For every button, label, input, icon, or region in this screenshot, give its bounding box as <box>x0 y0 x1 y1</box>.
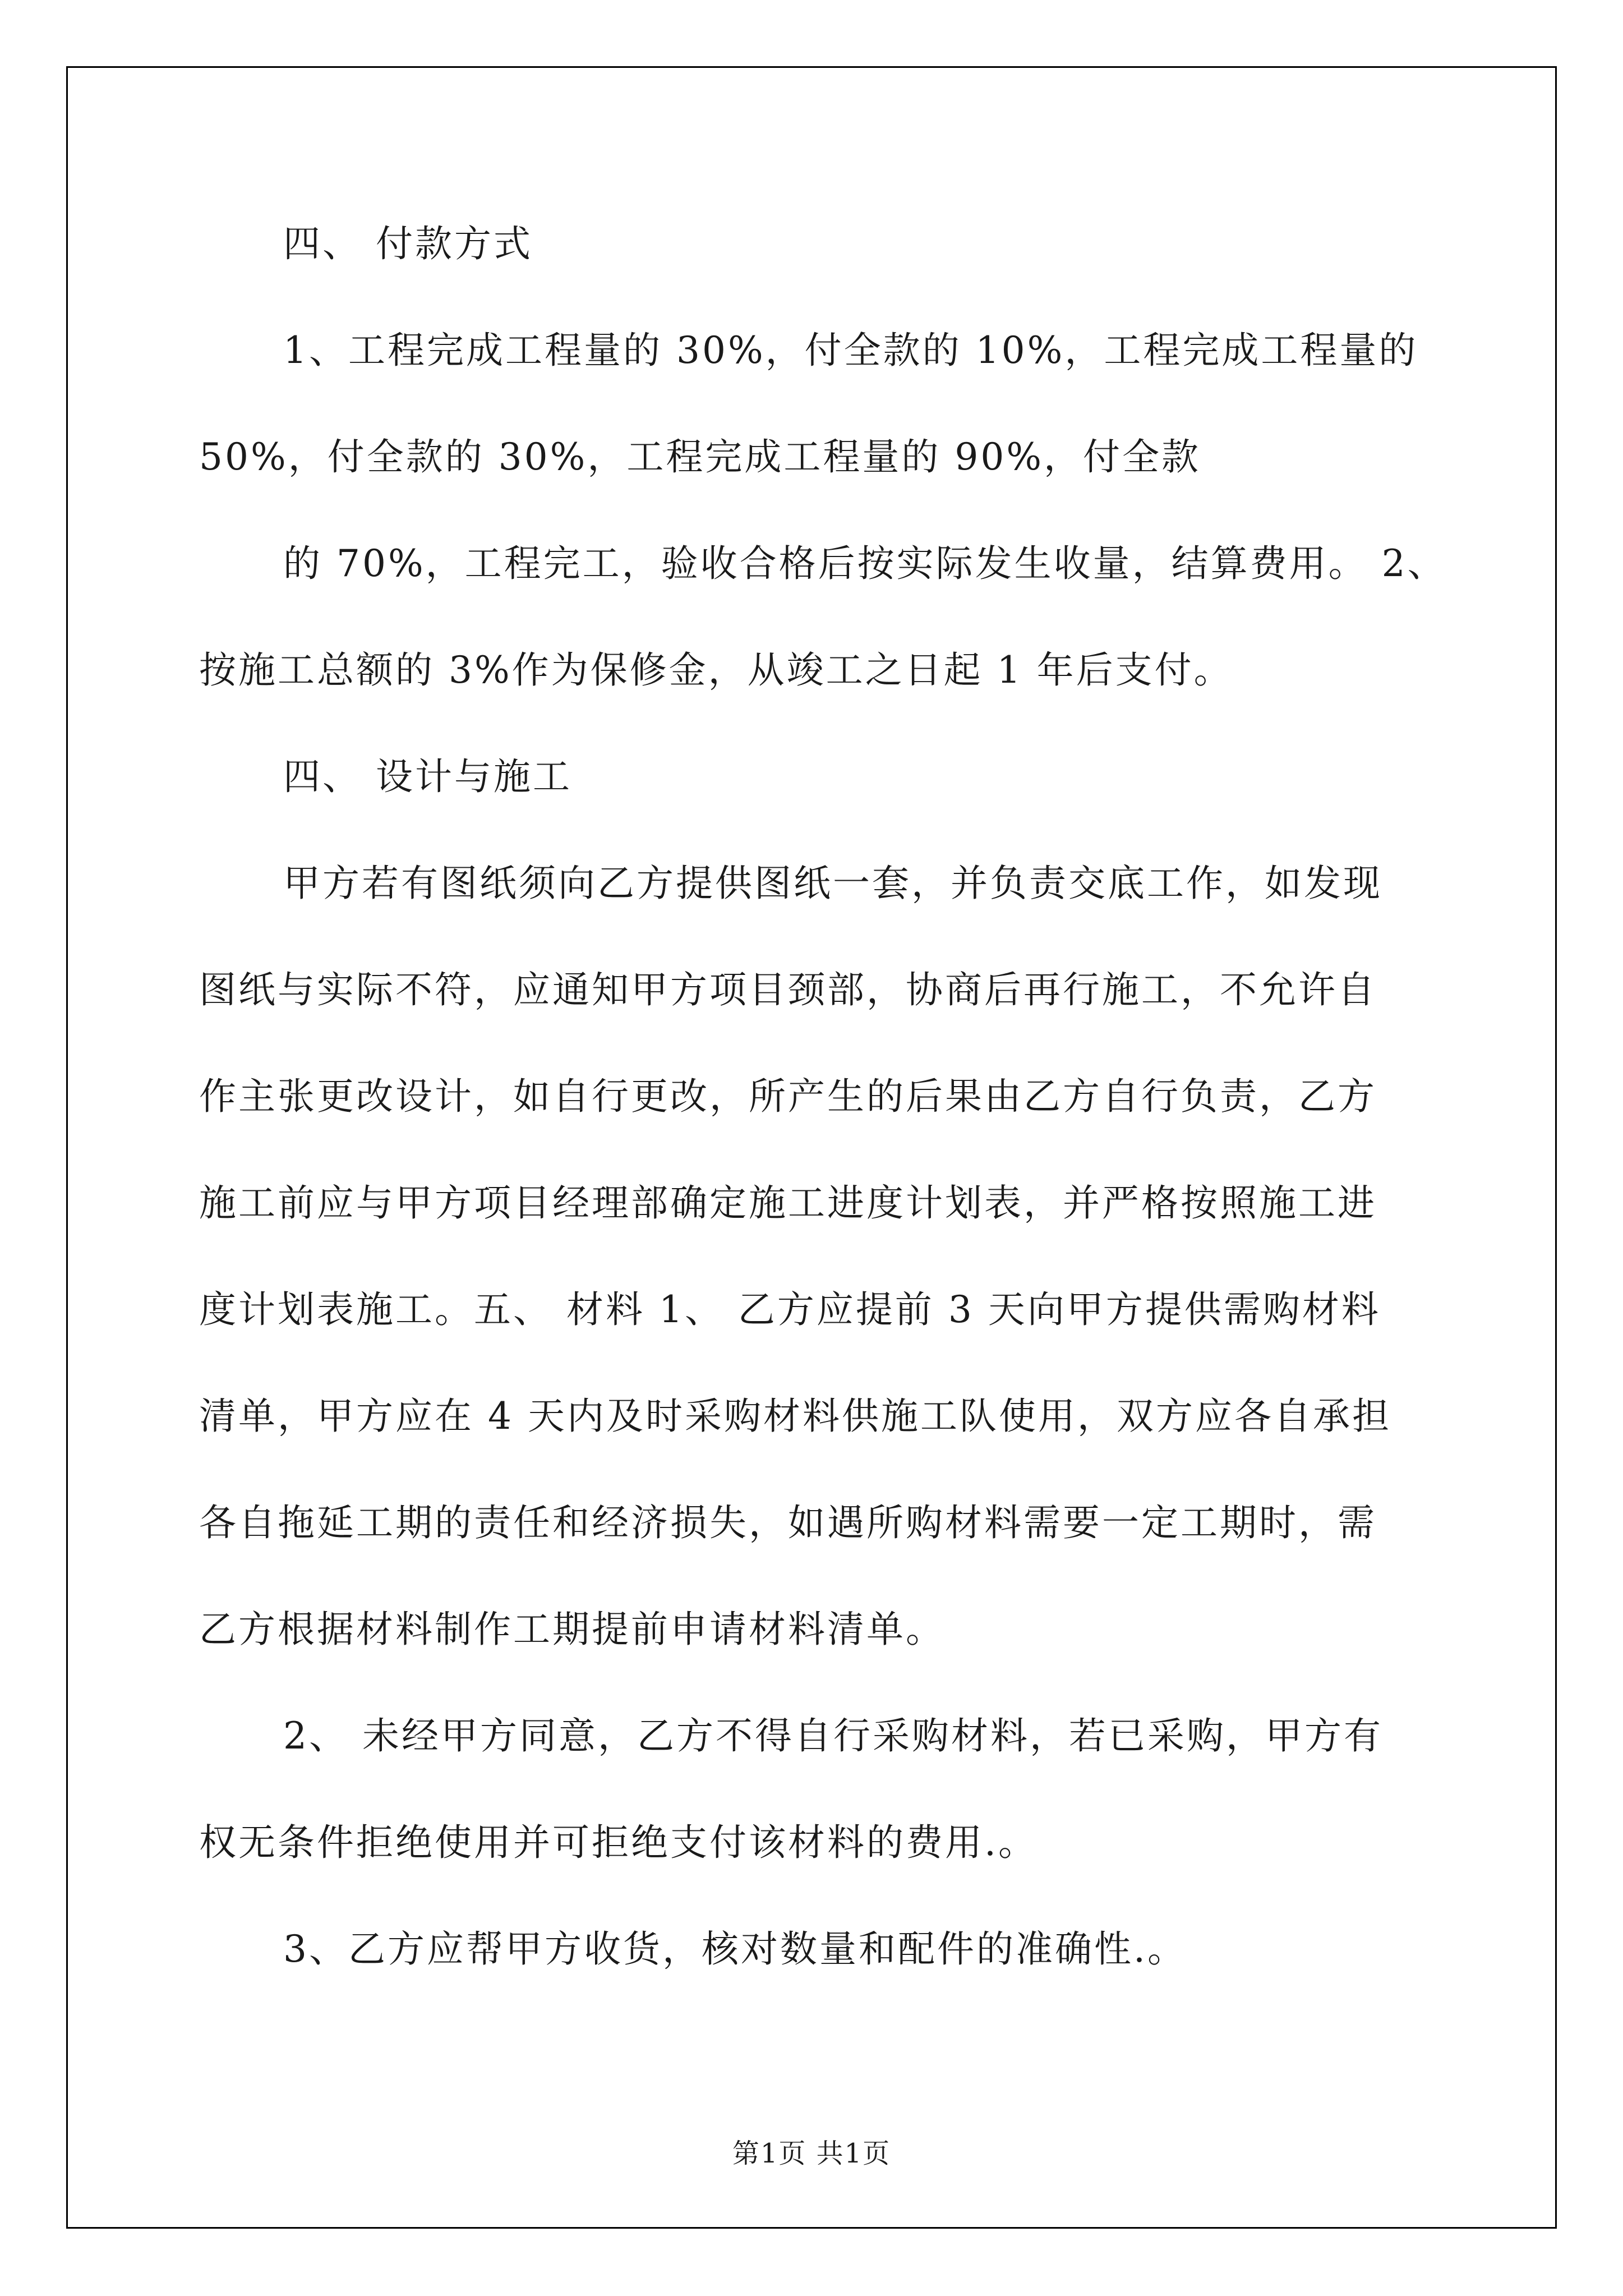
document-body <box>199 191 1461 2003</box>
section-heading-payment: 四、 付款方式 <box>283 222 533 265</box>
paragraph-line: 图纸与实际不符，应通知甲方项目颈部，协商后再行施工，不允许自 <box>199 968 1377 1011</box>
paragraph-line: 度计划表施工。五、 材料 1、 乙方应提前 3 天向甲方提供需购材料 <box>199 1288 1381 1331</box>
paragraph-line: 1、工程完成工程量的 30%，付全款的 10%，工程完成工程量的 <box>283 329 1418 372</box>
paragraph-line: 3、乙方应帮甲方收货，核对数量和配件的准确性.。 <box>283 1927 1187 1971</box>
paragraph-line: 50%，付全款的 30%，工程完成工程量的 90%，付全款 <box>199 435 1201 478</box>
paragraph-line: 权无条件拒绝使用并可拒绝支付该材料的费用.。 <box>199 1821 1038 1864</box>
paragraph-line: 的 70%，工程完工，验收合格后按实际发生收量，结算费用。 2、 <box>283 542 1447 585</box>
paragraph-line: 清单，甲方应在 4 天内及时采购材料供施工队使用，双方应各自承担 <box>199 1395 1391 1438</box>
page-number: 第1页 共1页 <box>732 2138 891 2169</box>
paragraph-line: 各自拖延工期的责任和经济损失，如遇所购材料需要一定工期时，需 <box>199 1501 1377 1544</box>
paragraph-line: 按施工总额的 3%作为保修金，从竣工之日起 1 年后支付。 <box>199 648 1233 692</box>
paragraph-line: 施工前应与甲方项目经理部确定施工进度计划表，并严格按照施工进 <box>199 1181 1377 1225</box>
paragraph-line: 乙方根据材料制作工期提前申请材料清单。 <box>199 1608 945 1651</box>
page-footer <box>0 2132 1623 2170</box>
paragraph-line: 作主张更改设计，如自行更改，所产生的后果由乙方自行负责，乙方 <box>199 1075 1377 1118</box>
section-heading-design: 四、 设计与施工 <box>283 755 572 798</box>
paragraph-line: 甲方若有图纸须向乙方提供图纸一套，并负责交底工作，如发现 <box>283 862 1382 905</box>
paragraph-line: 2、 未经甲方同意，乙方不得自行采购材料，若已采购，甲方有 <box>283 1714 1383 1757</box>
